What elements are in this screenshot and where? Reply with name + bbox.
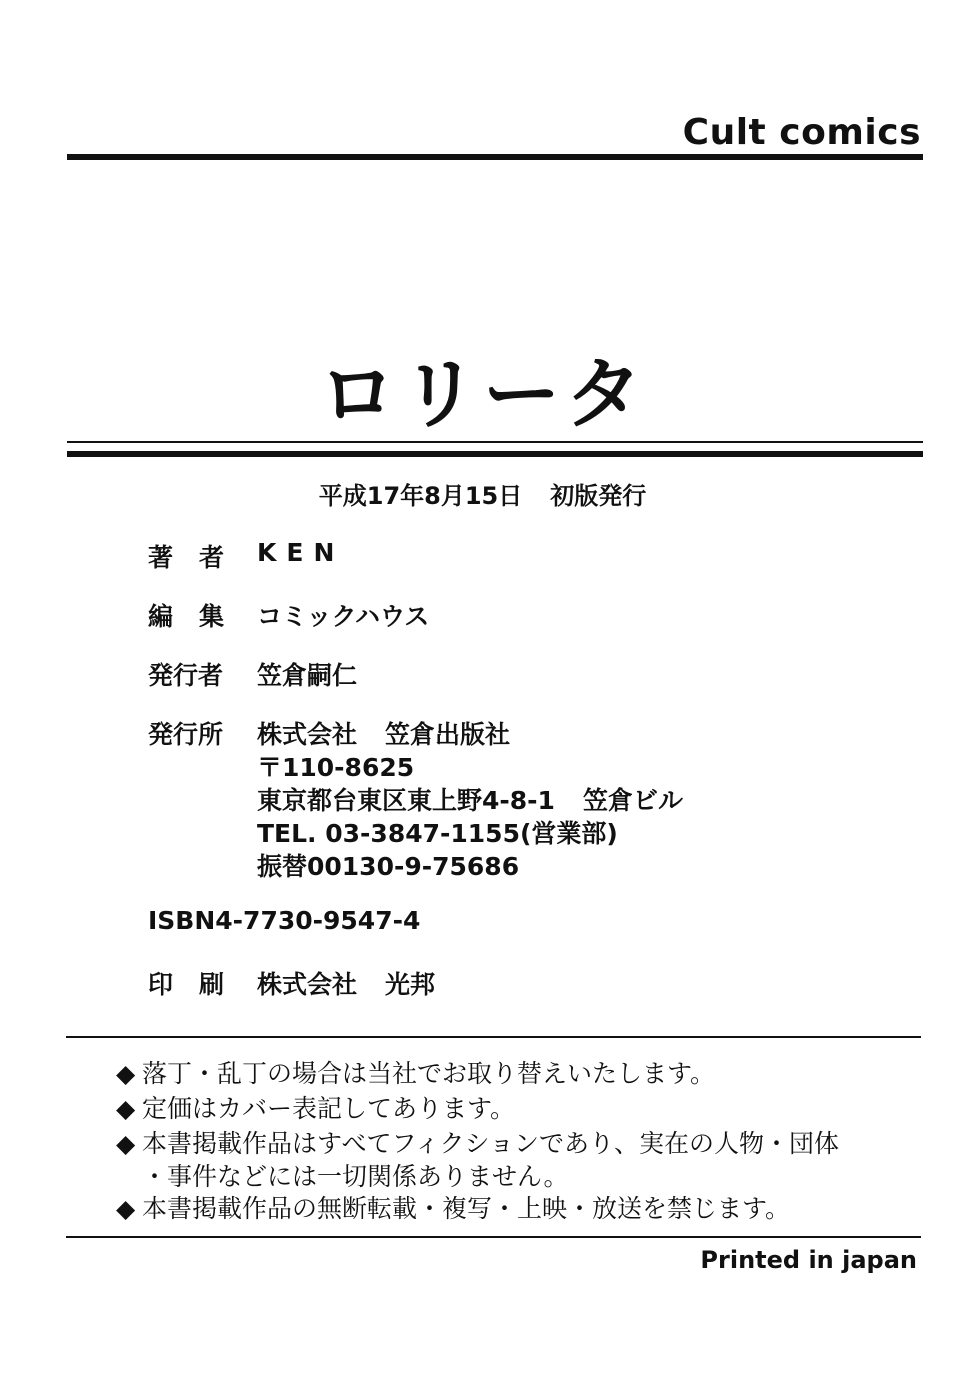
office-label: 発行所 xyxy=(148,720,224,749)
printer-company-type: 株式会社 xyxy=(257,970,358,999)
notices-bottom-rule xyxy=(66,1236,921,1238)
isbn: ISBN4-7730-9547-4 xyxy=(148,906,421,935)
notice-text: 定価はカバー表記してあります。 xyxy=(142,1094,516,1123)
title-rule-thick xyxy=(67,451,923,457)
notice-replacement xyxy=(116,1054,715,1090)
editor-value: コミックハウス xyxy=(257,602,430,631)
printer-value xyxy=(257,965,435,1001)
notice-fiction-continued: ・事件などには一切関係ありません。 xyxy=(142,1162,569,1191)
office-address xyxy=(257,781,683,817)
office-company-name: 笠倉出版社 xyxy=(385,720,511,749)
notice-text: 本書掲載作品はすべてフィクションであり、実在の人物・団体 xyxy=(142,1129,840,1158)
address-building: 笠倉ビル xyxy=(582,786,683,815)
series-name: Cult comics xyxy=(682,112,921,153)
printed-in-japan: Printed in japan xyxy=(700,1246,917,1274)
editor-label: 編集 xyxy=(148,602,251,631)
notice-price xyxy=(116,1089,515,1125)
notice-fiction xyxy=(116,1124,839,1160)
diamond-bullet-icon: ◆ xyxy=(116,1129,136,1158)
printer-company-name: 光邦 xyxy=(385,970,436,999)
notice-text: 落丁・乱丁の場合は当社でお取り替えいたします。 xyxy=(142,1059,716,1088)
printer-label: 印刷 xyxy=(148,970,251,999)
author-label: 著者 xyxy=(148,543,251,572)
notices-top-rule xyxy=(66,1036,921,1038)
notice-copyright xyxy=(116,1189,790,1225)
author-value: KEN xyxy=(257,538,345,567)
book-title: ロリータ xyxy=(318,350,647,440)
diamond-bullet-icon: ◆ xyxy=(116,1094,136,1123)
publisher-value: 笠倉嗣仁 xyxy=(257,661,358,690)
diamond-bullet-icon: ◆ xyxy=(116,1194,136,1223)
publisher-label: 発行者 xyxy=(148,661,224,690)
postal-transfer: 振替00130-9-75686 xyxy=(257,852,520,881)
notice-text: 本書掲載作品の無断転載・複写・上映・放送を禁じます。 xyxy=(142,1194,791,1223)
edition-label: 初版発行 xyxy=(550,482,647,510)
postal-code: 〒110-8625 xyxy=(257,753,415,782)
office-company xyxy=(257,715,510,751)
published-date: 平成17年8月15日 xyxy=(318,482,523,510)
title-rule-thin xyxy=(67,441,923,443)
header-rule xyxy=(67,154,923,160)
office-company-type: 株式会社 xyxy=(257,720,358,749)
publication-date xyxy=(0,476,965,511)
telephone: TEL. 03-3847-1155(営業部) xyxy=(257,819,618,848)
diamond-bullet-icon: ◆ xyxy=(116,1059,136,1088)
address-street: 東京都台東区東上野4-8-1 xyxy=(257,786,555,815)
